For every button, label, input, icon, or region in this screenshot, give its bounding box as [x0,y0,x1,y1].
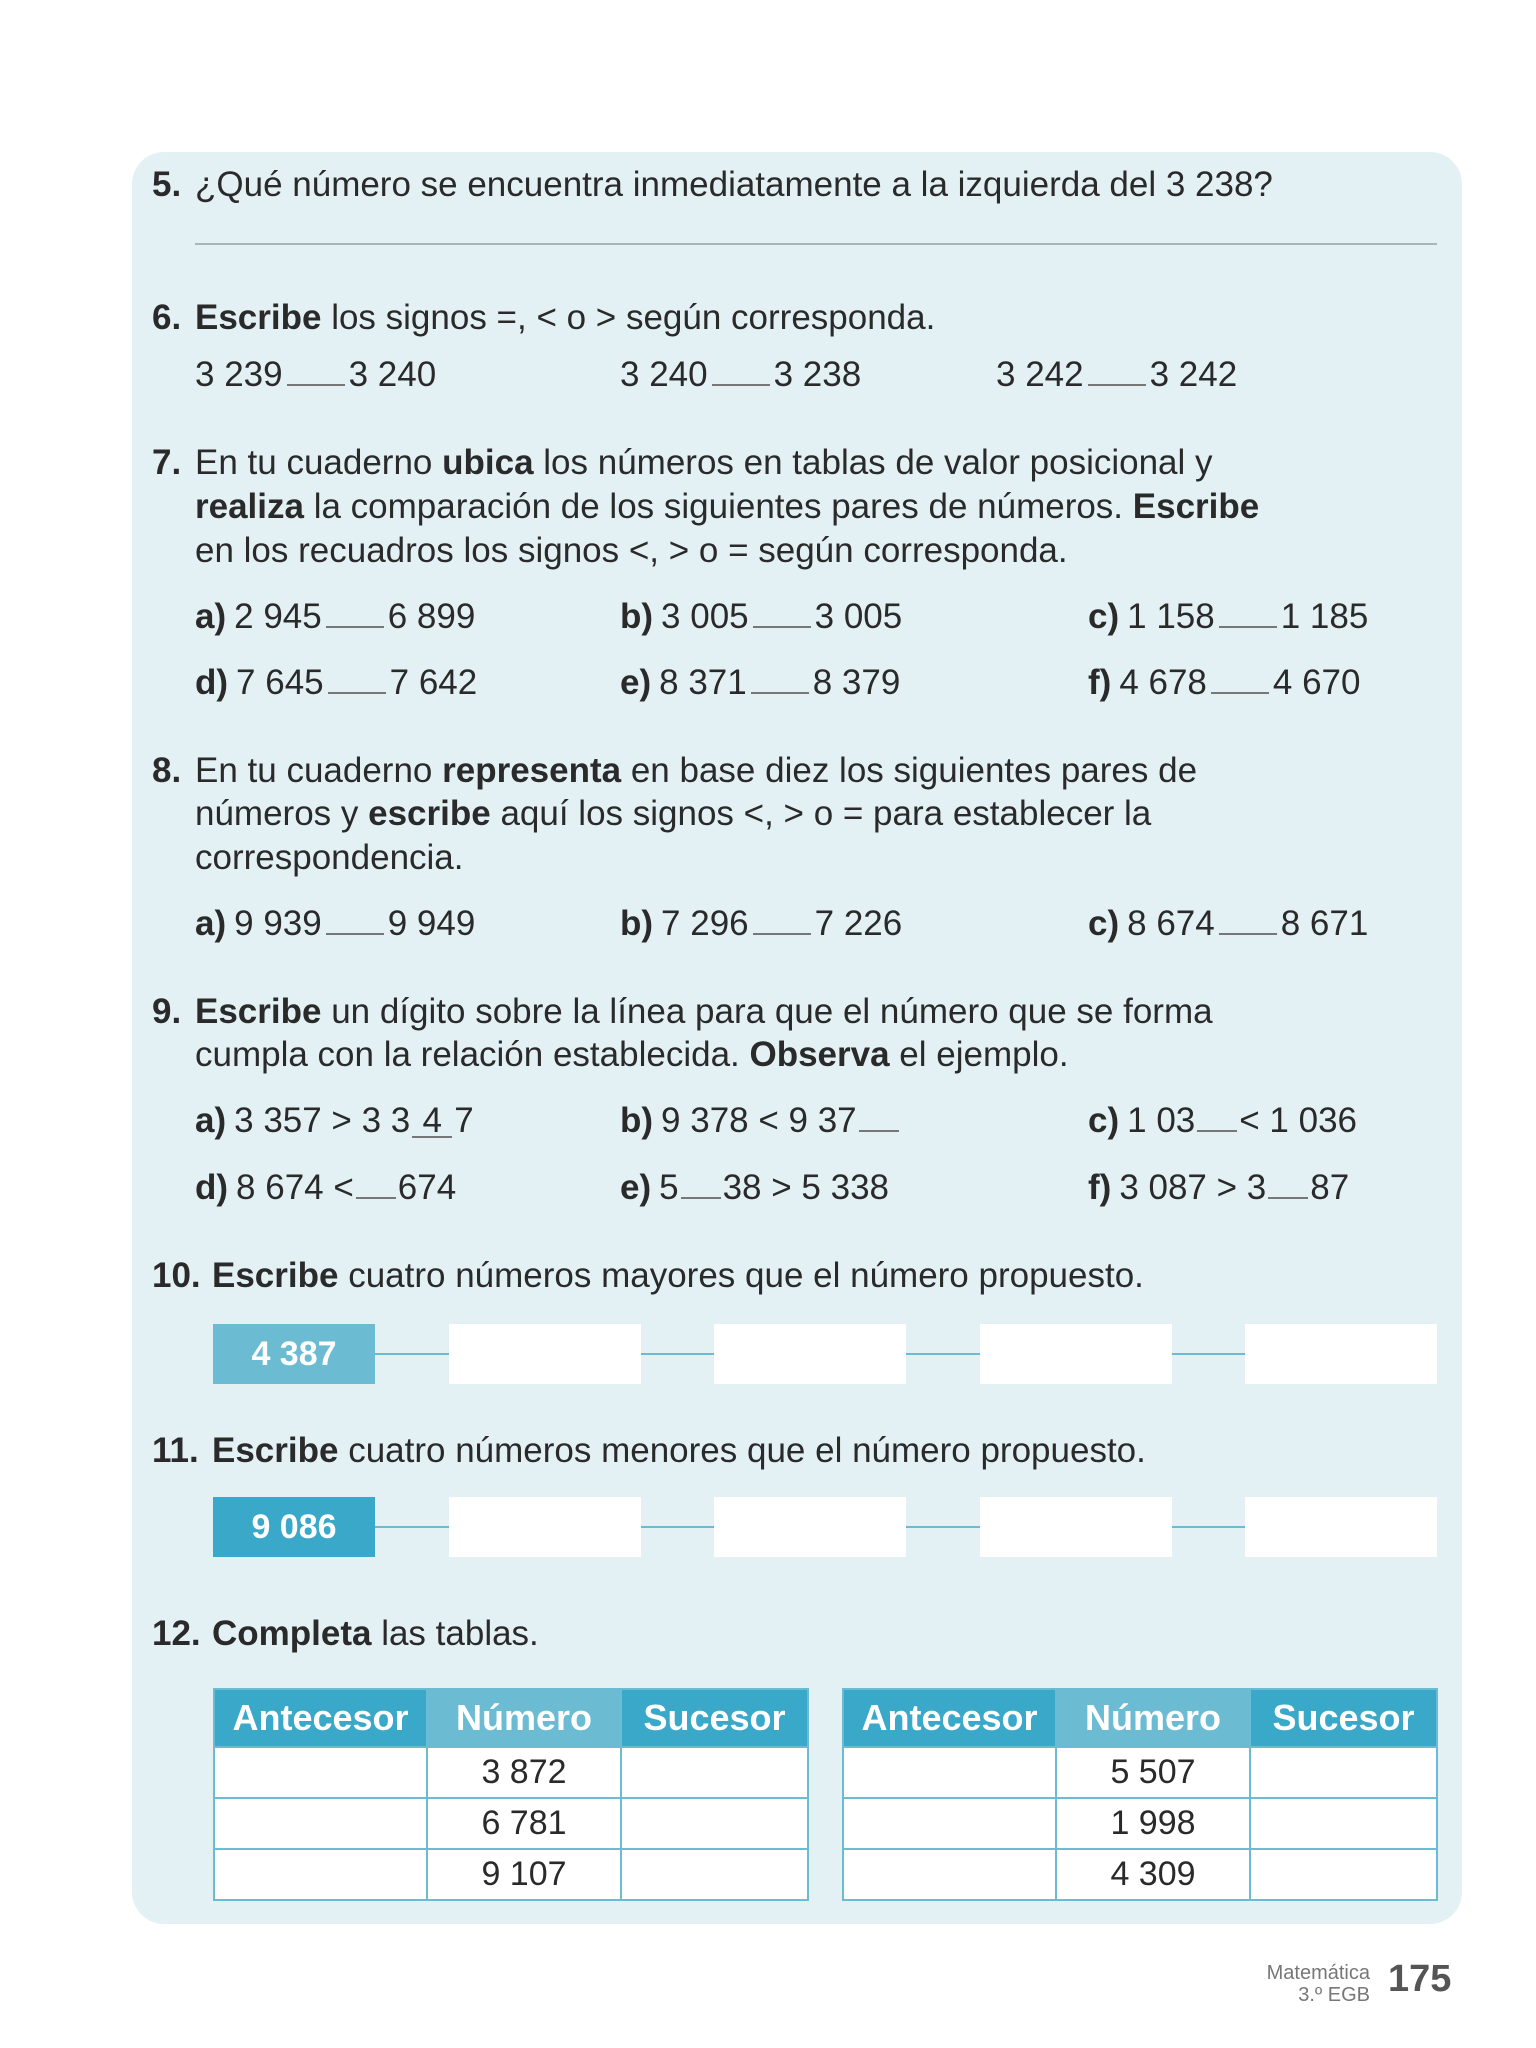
answer-blank[interactable] [326,903,384,935]
header-antecesor: Antecesor [214,1689,427,1747]
relation-start: 8 674 < [236,1168,354,1207]
left-number: 8 371 [659,663,747,702]
left-number: 8 674 [1127,904,1215,943]
q6-number: 6. [152,298,182,337]
item-label: b) [620,904,654,943]
q6-item: 3 242 3 242 [996,355,1238,394]
header-numero: Número [427,1689,621,1747]
q11-answer-box[interactable] [449,1497,641,1557]
q8-item [620,902,902,946]
left-number: 9 939 [234,904,322,943]
q8-line: correspondencia. [195,838,464,877]
q9-line: cumpla con la relación establecida. Observa el ejemplo. [195,1035,1069,1074]
q6-text: Escribe los signos =, < o > según corresponda. [195,298,936,337]
digit-blank[interactable] [859,1100,899,1132]
antecesor-cell[interactable] [843,1849,1056,1900]
number-cell: 6 781 [427,1798,621,1849]
table-row [843,1798,1437,1849]
number-cell: 3 872 [427,1747,621,1798]
sucesor-cell[interactable] [621,1747,808,1798]
digit-blank[interactable] [356,1167,396,1199]
q8-line: En tu cuaderno representa en base diez los siguientes pares de [195,751,1198,790]
right-number: 9 949 [387,904,476,943]
digit-blank[interactable] [1268,1167,1308,1199]
right-number: 8 671 [1280,904,1369,943]
relation-end: 87 [1310,1168,1350,1207]
page-number: 175 [1388,1958,1452,2000]
footer-subject: Matemática [1266,1962,1370,1984]
item-label: c) [1088,1101,1120,1140]
relation-start: 9 378 < 9 37 [661,1101,857,1140]
answer-blank[interactable] [287,354,345,386]
table-row [843,1747,1437,1798]
digit-blank[interactable]: 4 [412,1106,452,1138]
relation-start: 3 357 > 3 3 [234,1101,411,1140]
header-antecesor: Antecesor [843,1689,1056,1747]
q7-number: 7. [152,443,182,482]
answer-blank[interactable] [1219,596,1277,628]
left-number: 1 158 [1127,597,1215,636]
q9-number: 9. [152,992,182,1031]
right-number: 6 899 [387,597,476,636]
relation-end: < 1 036 [1239,1101,1357,1140]
sucesor-cell[interactable] [1250,1798,1437,1849]
number-cell: 4 309 [1056,1849,1250,1900]
q10-given-number: 4 387 [213,1324,375,1384]
relation-start: 5 [659,1168,679,1207]
answer-blank[interactable] [753,596,811,628]
q8-number: 8. [152,751,182,790]
number-cell: 9 107 [427,1849,621,1900]
q11-answer-box[interactable] [1245,1497,1437,1557]
right-number: 1 185 [1280,597,1369,636]
answer-blank[interactable] [751,662,809,694]
connector-line [375,1353,449,1355]
relation-end: 674 [397,1168,457,1207]
table-row [843,1849,1437,1900]
left-number: 2 945 [234,597,322,636]
connector-line [641,1526,714,1528]
antecesor-cell[interactable] [214,1798,427,1849]
sucesor-cell[interactable] [621,1798,808,1849]
answer-blank[interactable] [1219,903,1277,935]
table-row [214,1849,808,1900]
digit-blank[interactable] [1197,1100,1237,1132]
q10-answer-box[interactable] [714,1324,906,1384]
q11-number: 11. [152,1431,199,1470]
q7-item [620,595,902,639]
left-number: 3 005 [661,597,749,636]
right-number: 3 005 [814,597,903,636]
right-number: 7 226 [814,904,903,943]
q12-text: Completa las tablas. [212,1614,539,1653]
connector-line [1172,1526,1245,1528]
item-label: d) [195,663,229,702]
table-row [214,1798,808,1849]
q11-answer-box[interactable] [980,1497,1172,1557]
connector-line [906,1526,980,1528]
q6-item: 3 239 3 240 [195,355,437,394]
left-number: 7 645 [236,663,324,702]
table-2 [842,1688,1438,1901]
sucesor-cell[interactable] [1250,1849,1437,1900]
q5-text: ¿Qué número se encuentra inmediatamente a la izquierda del 3 238? [195,165,1273,204]
q9-item [620,1166,889,1210]
q10-answer-box[interactable] [1245,1324,1437,1384]
answer-blank[interactable] [1088,354,1146,386]
q11-text: Escribe cuatro números menores que el número propuesto. [212,1431,1146,1470]
q10-answer-box[interactable] [980,1324,1172,1384]
header-numero: Número [1056,1689,1250,1747]
digit-blank[interactable] [681,1167,721,1199]
q7-item [195,595,475,639]
q9-item [620,1099,901,1143]
answer-blank[interactable] [712,354,770,386]
q12-number: 12. [152,1614,201,1653]
antecesor-cell[interactable] [843,1798,1056,1849]
q10-answer-box[interactable] [449,1324,641,1384]
relation-start: 1 03 [1127,1101,1196,1140]
item-label: f) [1088,663,1112,702]
relation-start: 3 087 > 3 [1119,1168,1267,1207]
q10-text: Escribe cuatro números mayores que el número propuesto. [212,1256,1144,1295]
item-label: f) [1088,1168,1112,1207]
item-label: b) [620,597,654,636]
q9-item [195,1099,474,1143]
item-label: a) [195,597,227,636]
left-number: 7 296 [661,904,749,943]
q7-item [620,661,900,705]
left-number: 4 678 [1119,663,1207,702]
answer-blank[interactable] [328,662,386,694]
footer-grade: 3.º EGB [1298,1984,1370,2006]
answer-blank[interactable] [326,596,384,628]
connector-line [641,1353,714,1355]
item-label: e) [620,1168,652,1207]
item-label: d) [195,1168,229,1207]
q7-line: En tu cuaderno ubica los números en tablas de valor posicional y [195,443,1213,482]
item-label: a) [195,1101,227,1140]
antecesor-cell[interactable] [843,1747,1056,1798]
q8-item [1088,902,1368,946]
q11-answer-box[interactable] [714,1497,906,1557]
item-label: e) [620,663,652,702]
right-number: 7 642 [389,663,478,702]
sucesor-cell[interactable] [1250,1747,1437,1798]
header-sucesor: Sucesor [1250,1689,1437,1747]
right-number: 8 379 [812,663,901,702]
q9-item [195,1166,456,1210]
item-label: c) [1088,597,1120,636]
answer-blank[interactable] [753,903,811,935]
q5-answer-line[interactable] [195,243,1437,245]
q7-line: realiza la comparación de los siguientes pares de números. Escribe [195,487,1260,526]
q9-item [1088,1166,1349,1210]
table-1 [213,1688,809,1901]
number-cell: 5 507 [1056,1747,1250,1798]
q9-item [1088,1099,1357,1143]
connector-line [1172,1353,1245,1355]
q7-item [1088,661,1361,705]
table-row [214,1747,808,1798]
q8-line: números y escribe aquí los signos <, > o = para establecer la [195,794,1152,833]
relation-end: 7 [454,1101,474,1140]
item-label: b) [620,1101,654,1140]
q7-line: en los recuadros los signos <, > o = según corresponda. [195,531,1068,570]
number-cell: 1 998 [1056,1798,1250,1849]
answer-blank[interactable] [1211,662,1269,694]
antecesor-cell[interactable] [214,1747,427,1798]
sucesor-cell[interactable] [621,1849,808,1900]
q5-number: 5. [152,165,182,204]
q9-line: Escribe un dígito sobre la línea para que el número que se forma [195,992,1213,1031]
connector-line [375,1526,449,1528]
q8-item [195,902,475,946]
q11-given-number: 9 086 [213,1497,375,1557]
q7-item [1088,595,1368,639]
relation-end: 38 > 5 338 [722,1168,889,1207]
q7-item [195,661,477,705]
q6-item: 3 240 3 238 [620,355,862,394]
item-label: a) [195,904,227,943]
right-number: 4 670 [1272,663,1361,702]
q10-number: 10. [152,1256,201,1295]
connector-line [906,1353,980,1355]
item-label: c) [1088,904,1120,943]
antecesor-cell[interactable] [214,1849,427,1900]
header-sucesor: Sucesor [621,1689,808,1747]
